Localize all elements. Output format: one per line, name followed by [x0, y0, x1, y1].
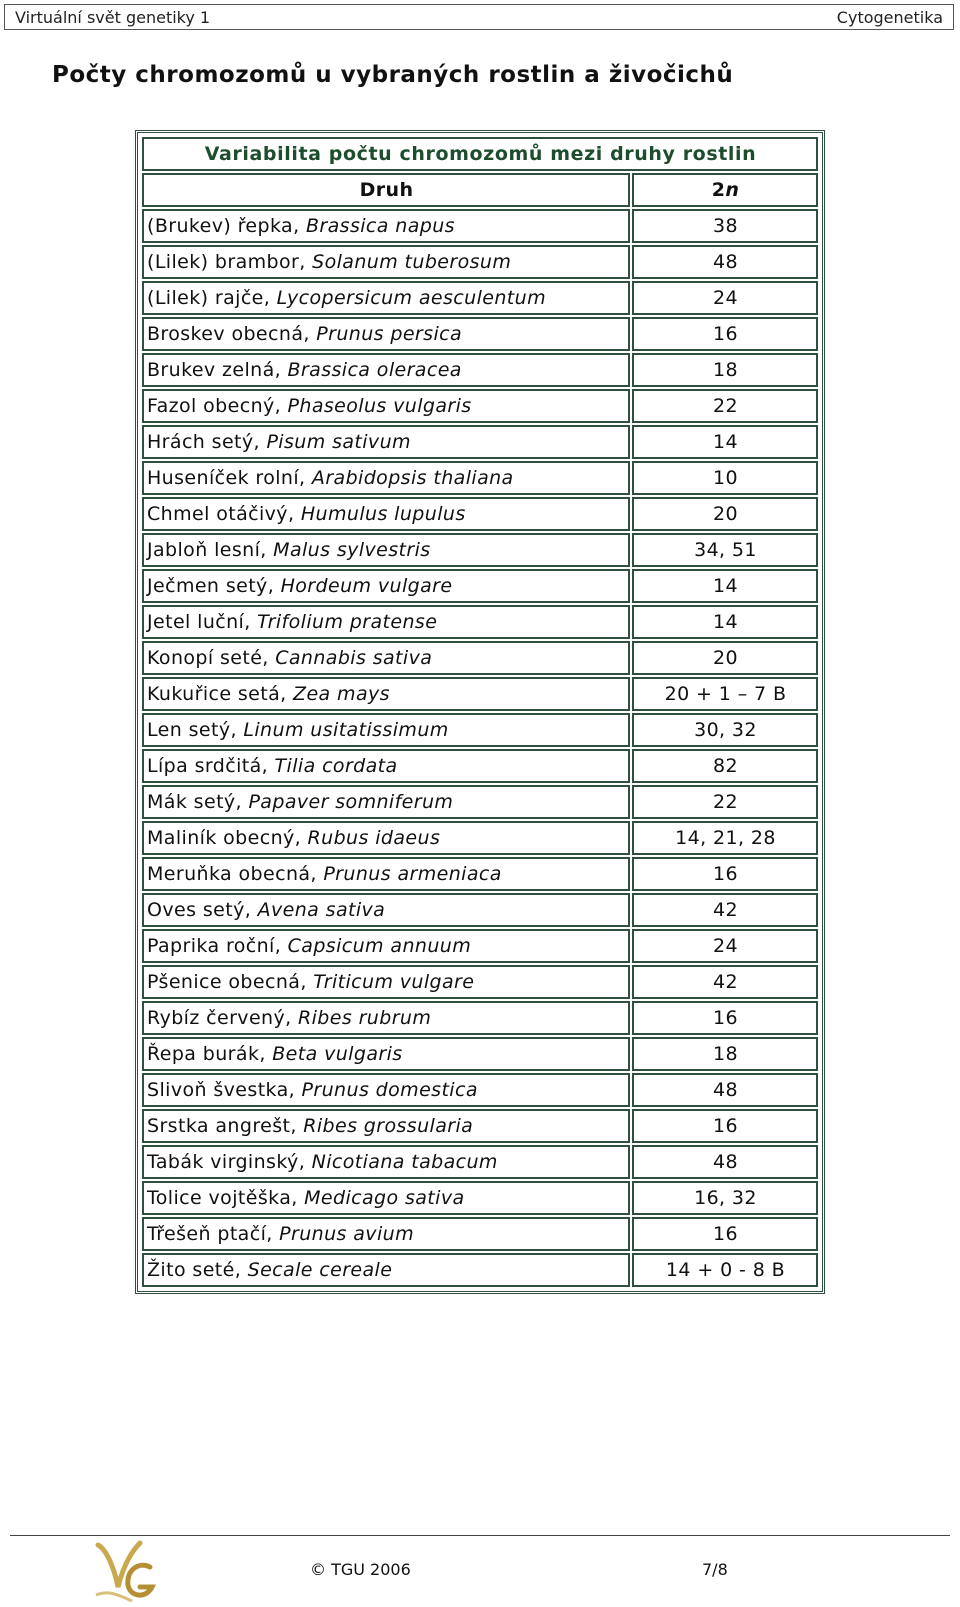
chromosome-count-cell: 48: [632, 1073, 818, 1107]
species-cell: [142, 1109, 630, 1143]
species-latin-name: Prunus avium: [279, 1223, 414, 1245]
table-row: [142, 929, 818, 963]
species-cell: [142, 929, 630, 963]
chromosome-count-cell: 16: [632, 1109, 818, 1143]
species-latin-name: Zea mays: [293, 683, 390, 705]
species-common-name: Pšenice obecná,: [147, 971, 314, 993]
species-common-name: Jabloň lesní,: [147, 539, 274, 561]
species-latin-name: Nicotiana tabacum: [311, 1151, 498, 1173]
chromosome-count-cell: 20 + 1 – 7 B: [632, 677, 818, 711]
chromosome-count-cell: 16: [632, 857, 818, 891]
species-common-name: Tolice vojtěška,: [147, 1187, 305, 1209]
table-row: [142, 857, 818, 891]
species-latin-name: Pisum sativum: [266, 431, 411, 453]
species-latin-name: Avena sativa: [257, 899, 386, 921]
chromosome-table-frame: [135, 130, 825, 1294]
table-row: [142, 425, 818, 459]
species-latin-name: Secale cereale: [247, 1259, 393, 1281]
species-latin-name: Arabidopsis thaliana: [311, 467, 514, 489]
table-row: [142, 965, 818, 999]
species-common-name: Broskev obecná,: [147, 323, 317, 345]
species-cell: [142, 677, 630, 711]
species-latin-name: Lycopersicum aesculentum: [276, 287, 546, 309]
species-common-name: Rybíz červený,: [147, 1007, 299, 1029]
table-header-row: [142, 173, 818, 207]
table-row: [142, 461, 818, 495]
chromosome-count-cell: 30, 32: [632, 713, 818, 747]
species-common-name: Fazol obecný,: [147, 395, 288, 417]
chromosome-count-cell: 14: [632, 425, 818, 459]
species-common-name: Maliník obecný,: [147, 827, 308, 849]
table-row: [142, 1001, 818, 1035]
logo-vg-graphic: [92, 1537, 160, 1603]
species-latin-name: Papaver somniferum: [248, 791, 454, 813]
species-common-name: Žito seté,: [147, 1259, 248, 1281]
page-header: [4, 4, 954, 30]
species-common-name: Řepa burák,: [147, 1043, 273, 1065]
species-cell: [142, 533, 630, 567]
species-common-name: Paprika roční,: [147, 935, 288, 957]
species-cell: [142, 857, 630, 891]
species-cell: [142, 605, 630, 639]
species-latin-name: Brassica oleracea: [287, 359, 462, 381]
species-latin-name: Beta vulgaris: [272, 1043, 403, 1065]
table-row: [142, 317, 818, 351]
chromosome-count-cell: 38: [632, 209, 818, 243]
chromosome-count-cell: 42: [632, 893, 818, 927]
table-row: [142, 281, 818, 315]
species-cell: [142, 821, 630, 855]
species-cell: [142, 353, 630, 387]
chromosome-count-cell: 22: [632, 389, 818, 423]
species-latin-name: Phaseolus vulgaris: [287, 395, 472, 417]
chromosome-count-cell: 14: [632, 605, 818, 639]
table-row: [142, 533, 818, 567]
chromosome-count-cell: 48: [632, 1145, 818, 1179]
chromosome-count-cell: 20: [632, 497, 818, 531]
table-row: [142, 785, 818, 819]
species-latin-name: Capsicum annuum: [287, 935, 472, 957]
species-latin-name: Prunus armeniaca: [323, 863, 502, 885]
chromosome-count-cell: 24: [632, 281, 818, 315]
table-row: [142, 389, 818, 423]
table-row: [142, 209, 818, 243]
species-common-name: Kukuřice setá,: [147, 683, 294, 705]
species-latin-name: Ribes grossularia: [303, 1115, 474, 1137]
species-cell: [142, 1037, 630, 1071]
chromosome-count-cell: 18: [632, 353, 818, 387]
chromosome-count-cell: 48: [632, 245, 818, 279]
chromosome-count-cell: 10: [632, 461, 818, 495]
species-common-name: Huseníček rolní,: [147, 467, 312, 489]
species-common-name: Třešeň ptačí,: [147, 1223, 280, 1245]
table-row: [142, 353, 818, 387]
species-latin-name: Prunus persica: [316, 323, 463, 345]
page-title: Počty chromozomů u vybraných rostlin a živočichů: [52, 62, 734, 88]
table-row: [142, 1109, 818, 1143]
species-latin-name: Triticum vulgare: [313, 971, 475, 993]
species-cell: [142, 641, 630, 675]
species-common-name: Mák setý,: [147, 791, 249, 813]
table-row: [142, 245, 818, 279]
species-cell: [142, 425, 630, 459]
species-common-name: Ječmen setý,: [147, 575, 281, 597]
species-common-name: (Brukev) řepka,: [147, 215, 306, 237]
species-cell: [142, 245, 630, 279]
species-cell: [142, 1145, 630, 1179]
table-row: [142, 821, 818, 855]
table-row: [142, 749, 818, 783]
species-common-name: Meruňka obecná,: [147, 863, 324, 885]
table-row: [142, 497, 818, 531]
species-cell: [142, 749, 630, 783]
header-course-title: Virtuální svět genetiky 1: [15, 7, 211, 27]
species-latin-name: Ribes rubrum: [298, 1007, 432, 1029]
species-common-name: Tabák virginský,: [147, 1151, 312, 1173]
chromosome-count-cell: 16: [632, 1001, 818, 1035]
chromosome-count-cell: 22: [632, 785, 818, 819]
species-latin-name: Solanum tuberosum: [312, 251, 512, 273]
species-latin-name: Rubus idaeus: [307, 827, 441, 849]
table-caption: Variabilita počtu chromozomů mezi druhy rostlin: [142, 137, 818, 171]
chromosome-count-cell: 14, 21, 28: [632, 821, 818, 855]
species-common-name: Konopí seté,: [147, 647, 276, 669]
species-cell: [142, 965, 630, 999]
species-cell: [142, 1001, 630, 1035]
species-cell: [142, 785, 630, 819]
species-common-name: Slivoň švestka,: [147, 1079, 302, 1101]
table-caption-row: [142, 137, 818, 171]
species-latin-name: Brassica napus: [305, 215, 455, 237]
chromosome-count-cell: 20: [632, 641, 818, 675]
species-cell: [142, 1073, 630, 1107]
table-row: [142, 1253, 818, 1287]
species-common-name: (Lilek) brambor,: [147, 251, 313, 273]
table-row: [142, 677, 818, 711]
species-latin-name: Prunus domestica: [301, 1079, 478, 1101]
table-row: [142, 1145, 818, 1179]
table-row: [142, 1181, 818, 1215]
species-cell: [142, 461, 630, 495]
species-cell: [142, 209, 630, 243]
footer-page-number: 7/8: [702, 1560, 728, 1579]
chromosome-count-cell: 14 + 0 - 8 B: [632, 1253, 818, 1287]
species-latin-name: Trifolium pratense: [257, 611, 438, 633]
column-header-2n-prefix: 2: [711, 179, 726, 201]
species-cell: [142, 1217, 630, 1251]
species-cell: [142, 713, 630, 747]
table-body: [142, 209, 818, 1287]
header-section-title: Cytogenetika: [836, 7, 943, 27]
species-latin-name: Hordeum vulgare: [280, 575, 453, 597]
species-common-name: Oves setý,: [147, 899, 258, 921]
species-cell: [142, 893, 630, 927]
chromosome-table: [140, 135, 820, 1289]
species-cell: [142, 317, 630, 351]
table-row: [142, 1217, 818, 1251]
species-common-name: Len setý,: [147, 719, 244, 741]
chromosome-count-cell: 16, 32: [632, 1181, 818, 1215]
species-cell: [142, 569, 630, 603]
table-row: [142, 1073, 818, 1107]
species-common-name: Lípa srdčitá,: [147, 755, 275, 777]
chromosome-count-cell: 16: [632, 1217, 818, 1251]
chromosome-count-cell: 14: [632, 569, 818, 603]
species-cell: [142, 389, 630, 423]
column-header-2n: [632, 173, 818, 207]
species-common-name: (Lilek) rajče,: [147, 287, 277, 309]
species-common-name: Hrách setý,: [147, 431, 267, 453]
column-header-2n-n: n: [725, 179, 740, 201]
footer-copyright: © TGU 2006: [310, 1560, 411, 1579]
chromosome-count-cell: 18: [632, 1037, 818, 1071]
chromosome-count-cell: 82: [632, 749, 818, 783]
chromosome-count-cell: 16: [632, 317, 818, 351]
table-row: [142, 713, 818, 747]
species-latin-name: Humulus lupulus: [300, 503, 466, 525]
species-common-name: Chmel otáčivý,: [147, 503, 301, 525]
footer-divider: [10, 1535, 950, 1536]
species-latin-name: Cannabis sativa: [275, 647, 433, 669]
species-cell: [142, 281, 630, 315]
table-row: [142, 605, 818, 639]
table-row: [142, 893, 818, 927]
species-cell: [142, 1181, 630, 1215]
species-cell: [142, 497, 630, 531]
logo-vg: [92, 1537, 160, 1603]
chromosome-count-cell: 42: [632, 965, 818, 999]
table-row: [142, 641, 818, 675]
species-common-name: Jetel luční,: [147, 611, 258, 633]
species-common-name: Srstka angrešt,: [147, 1115, 304, 1137]
table-row: [142, 569, 818, 603]
species-latin-name: Malus sylvestris: [273, 539, 431, 561]
species-latin-name: Linum usitatissimum: [243, 719, 449, 741]
chromosome-count-cell: 34, 51: [632, 533, 818, 567]
species-latin-name: Tilia cordata: [274, 755, 398, 777]
species-cell: [142, 1253, 630, 1287]
species-common-name: Brukev zelná,: [147, 359, 288, 381]
species-latin-name: Medicago sativa: [304, 1187, 465, 1209]
chromosome-count-cell: 24: [632, 929, 818, 963]
column-header-druh: Druh: [142, 173, 630, 207]
table-row: [142, 1037, 818, 1071]
